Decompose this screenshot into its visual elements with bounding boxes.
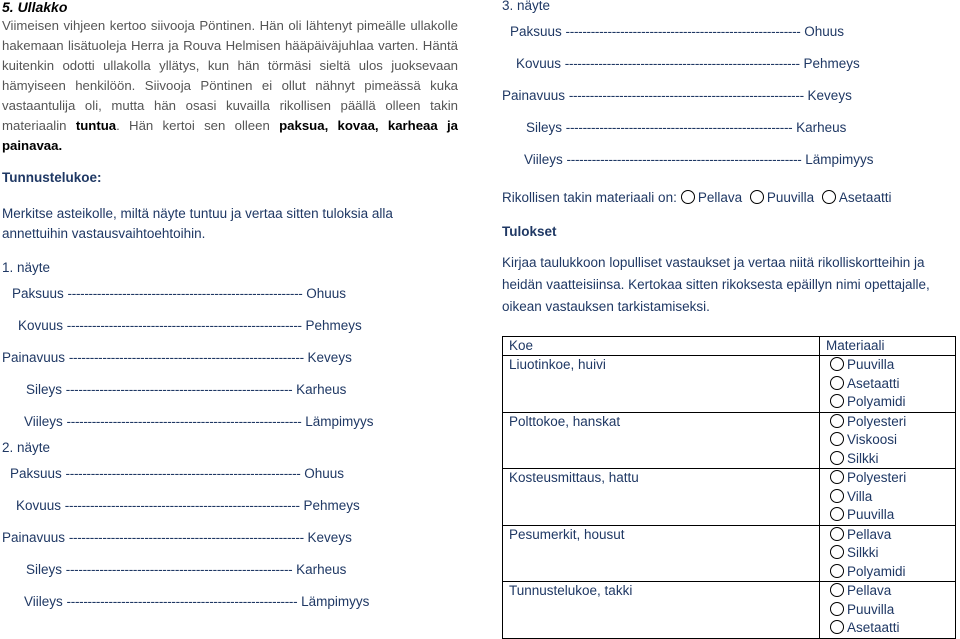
story-part-1: Viimeisen vihjeen kertoo siivooja Pöntinen. Hän oli lähtenyt pimeälle ullakolle hakemaan lisätuoleja Herra ja Rouva Helmisen hääpäiväjuhlaa varten. Häntä kuitenkin odotti ullakolla yllätys, kun hän törmäsi sieltä ulos juoksevaan hämyiseen henkilöön.: [2, 18, 458, 93]
scale-right-label: Pehmeys: [305, 318, 362, 333]
right-column: [502, 0, 958, 318]
scale-row[interactable]: [502, 144, 958, 176]
radio-circle-icon[interactable]: [830, 394, 844, 408]
radio-circle-icon[interactable]: [830, 527, 844, 541]
radio-circle-icon[interactable]: [830, 620, 844, 634]
koe-cell: Polttokoe, hanskat: [503, 412, 820, 469]
header-koe: Koe: [503, 337, 820, 356]
scale-left-label: Sileys: [26, 562, 63, 577]
radio-circle-icon[interactable]: [830, 470, 844, 484]
story-part-2: Siivooja Pöntinen ei ollut nähnyt pimeässä kuka vastaantulija oli, mutta hän osasi kuvailla rikollisen päällä olleen takin materiaalin: [2, 78, 458, 133]
option-line[interactable]: [826, 563, 949, 582]
scale-line[interactable]: --------------------------------------------------------: [66, 318, 302, 333]
option-line[interactable]: [826, 356, 949, 375]
scale-row[interactable]: [502, 112, 958, 144]
scale-left-label: Paksuus: [510, 24, 562, 39]
scale-row[interactable]: [2, 522, 458, 554]
option-line[interactable]: [826, 375, 949, 394]
radio-circle-icon[interactable]: [830, 583, 844, 597]
scale-right-label: Lämpimyys: [805, 152, 874, 167]
scale-left-label: Painavuus: [502, 88, 566, 103]
sample-title: 2. näyte: [2, 440, 51, 455]
story-bold-1: tuntua: [75, 118, 117, 133]
option-line[interactable]: [826, 526, 949, 545]
scale-right-label: Karheus: [296, 562, 347, 577]
option-label: Asetaatti: [838, 190, 892, 205]
option-label: Pellava: [697, 190, 743, 205]
scale-right-label: Karheus: [296, 382, 347, 397]
scale-line[interactable]: --------------------------------------------------------: [67, 286, 303, 301]
scale-left-label: Painavuus: [2, 530, 66, 545]
table-row: [503, 525, 956, 582]
scale-row[interactable]: [2, 406, 458, 438]
radio-circle-icon[interactable]: [830, 602, 844, 616]
scale-row[interactable]: [502, 48, 958, 80]
scale-left-label: Sileys: [26, 382, 63, 397]
option-label: Polyamidi: [847, 394, 906, 409]
scale-line[interactable]: --------------------------------------------------------: [565, 24, 801, 39]
scale-right-label: Lämpimyys: [301, 594, 370, 609]
scale-row[interactable]: [2, 586, 458, 618]
option-line[interactable]: [826, 450, 949, 469]
option-label: Silkki: [847, 545, 879, 560]
scale-left-label: Viileys: [524, 152, 563, 167]
scale-line[interactable]: --------------------------------------------------------: [66, 414, 302, 429]
radio-circle-icon[interactable]: [681, 190, 695, 204]
scale-left-label: Kovuus: [516, 56, 562, 71]
section-title: Tunnustelukoe:: [2, 170, 102, 185]
scale-line[interactable]: -------------------------------------------------------: [66, 594, 298, 609]
scale-line[interactable]: --------------------------------------------------------: [566, 152, 802, 167]
option-label: Pellava: [847, 583, 892, 598]
table-row: [503, 469, 956, 526]
radio-circle-icon[interactable]: [830, 451, 844, 465]
radio-circle-icon[interactable]: [830, 357, 844, 371]
radio-circle-icon[interactable]: [830, 564, 844, 578]
instruction-text: Merkitse asteikolle, miltä näyte tuntuu ja vertaa sitten tuloksia alla annettuihin vastausvaihtoehtoihin.: [2, 206, 393, 241]
radio-circle-icon[interactable]: [830, 432, 844, 446]
option-line[interactable]: [826, 413, 949, 432]
option-label: Polyamidi: [847, 563, 906, 579]
left-column: [2, 0, 458, 618]
option-label: Pellava: [847, 526, 892, 542]
option-label: Viskoosi: [847, 432, 898, 447]
scale-line[interactable]: --------------------------------------------------------: [564, 56, 800, 71]
scale-row[interactable]: [502, 80, 958, 112]
radio-circle-icon[interactable]: [830, 507, 844, 521]
page-heading: 5. Ullakko: [2, 0, 68, 15]
scale-line[interactable]: ------------------------------------------------------: [65, 382, 293, 397]
story-part-3: . Hän kertoi sen olleen: [116, 118, 270, 133]
scale-row[interactable]: [2, 374, 458, 406]
options-cell: [820, 525, 956, 582]
scale-left-label: Kovuus: [16, 498, 62, 513]
option-label: Puuvilla: [847, 601, 895, 617]
sample-3: [502, 0, 958, 176]
scale-right-label: Keveys: [807, 88, 852, 103]
koe-cell: Liuotinkoe, huivi: [503, 356, 820, 413]
scale-right-label: Ohuus: [804, 24, 845, 39]
option-label: Polyesteri: [847, 413, 907, 429]
sample-title: 1. näyte: [2, 260, 51, 275]
table-row: [503, 412, 956, 469]
scale-line[interactable]: ------------------------------------------------------: [565, 120, 793, 135]
scale-row[interactable]: [502, 16, 958, 48]
koe-cell: Pesumerkit, housut: [503, 525, 820, 582]
option-line[interactable]: [826, 469, 949, 488]
options-cell: [820, 582, 956, 639]
option-label: Asetaatti: [847, 620, 900, 635]
scale-left-label: Paksuus: [12, 286, 64, 301]
option-label: Polyesteri: [847, 470, 907, 485]
scale-left-label: Kovuus: [18, 318, 64, 333]
sample-title: 3. näyte: [502, 0, 551, 13]
table-header-row: [503, 337, 956, 356]
scale-right-label: Karheus: [796, 120, 847, 135]
options-cell: [820, 356, 956, 413]
scale-line[interactable]: ------------------------------------------------------: [65, 562, 293, 577]
scale-line[interactable]: --------------------------------------------------------: [65, 466, 301, 481]
scale-right-label: Lämpimyys: [305, 414, 374, 429]
option-line[interactable]: [826, 544, 949, 563]
option-label: Puuvilla: [847, 357, 895, 372]
option-label: Puuvilla: [766, 190, 815, 205]
scale-left-label: Viileys: [24, 414, 63, 429]
scale-left-label: Sileys: [526, 120, 563, 135]
results-title: Tulokset: [502, 224, 557, 239]
material-question: [502, 188, 958, 208]
scale-left-label: Viileys: [24, 594, 63, 609]
scale-line[interactable]: --------------------------------------------------------: [68, 350, 304, 365]
option-line[interactable]: [826, 582, 949, 601]
scale-right-label: Ohuus: [304, 466, 345, 481]
scale-line[interactable]: --------------------------------------------------------: [568, 88, 804, 103]
scale-left-label: Paksuus: [10, 466, 62, 481]
option-label: Silkki: [847, 450, 879, 466]
options-cell: [820, 412, 956, 469]
scale-left-label: Painavuus: [2, 350, 66, 365]
story-bold-2: paksua, kovaa, karheaa ja painavaa.: [2, 118, 459, 153]
option-label: Asetaatti: [847, 375, 900, 391]
scale-row[interactable]: [2, 278, 458, 310]
table-row: [503, 356, 956, 413]
scale-line[interactable]: --------------------------------------------------------: [64, 498, 300, 513]
results-table: [502, 336, 956, 639]
scale-right-label: Pehmeys: [803, 56, 860, 71]
scale-right-label: Pehmeys: [303, 498, 360, 513]
koe-cell: Kosteusmittaus, hattu: [503, 469, 820, 526]
radio-circle-icon[interactable]: [750, 190, 764, 204]
radio-circle-icon[interactable]: [830, 489, 844, 503]
option-label: Villa: [847, 488, 873, 504]
scale-right-label: Ohuus: [306, 286, 347, 301]
scale-row[interactable]: [2, 458, 458, 490]
radio-circle-icon[interactable]: [830, 376, 844, 390]
scale-row[interactable]: [2, 342, 458, 374]
option-line[interactable]: [826, 393, 949, 412]
radio-circle-icon[interactable]: [822, 190, 836, 204]
sample-2: [2, 438, 458, 618]
scale-right-label: Keveys: [307, 350, 352, 365]
instruction: [2, 204, 458, 244]
results-paragraph: Kirjaa taulukkoon lopulliset vastaukset ja vertaa niitä rikolliskortteihin ja heidän vaatteisiinsa. Kertokaa sitten rikoksesta epäillyn nimi opettajalle, oikean vastauksen tarkistamiseksi.: [502, 255, 930, 314]
option-label: Puuvilla: [847, 507, 895, 522]
scale-line[interactable]: --------------------------------------------------------: [68, 530, 304, 545]
header-materiaali: Materiaali: [820, 337, 956, 356]
option-line[interactable]: [826, 619, 949, 638]
radio-circle-icon[interactable]: [830, 414, 844, 428]
scale-row[interactable]: [2, 490, 458, 522]
results-text: [502, 252, 958, 318]
story-text: [2, 16, 458, 156]
scale-row[interactable]: [2, 310, 458, 342]
option-line[interactable]: [826, 506, 949, 525]
table-row: [503, 582, 956, 639]
sample-1: [2, 258, 458, 438]
option-line[interactable]: [826, 431, 949, 450]
option-line[interactable]: [826, 601, 949, 620]
material-question-label: Rikollisen takin materiaali on:: [502, 190, 677, 205]
option-line[interactable]: [826, 488, 949, 507]
scale-row[interactable]: [2, 554, 458, 586]
radio-circle-icon[interactable]: [830, 545, 844, 559]
options-cell: [820, 469, 956, 526]
scale-right-label: Keveys: [307, 530, 352, 545]
koe-cell: Tunnustelukoe, takki: [503, 582, 820, 639]
